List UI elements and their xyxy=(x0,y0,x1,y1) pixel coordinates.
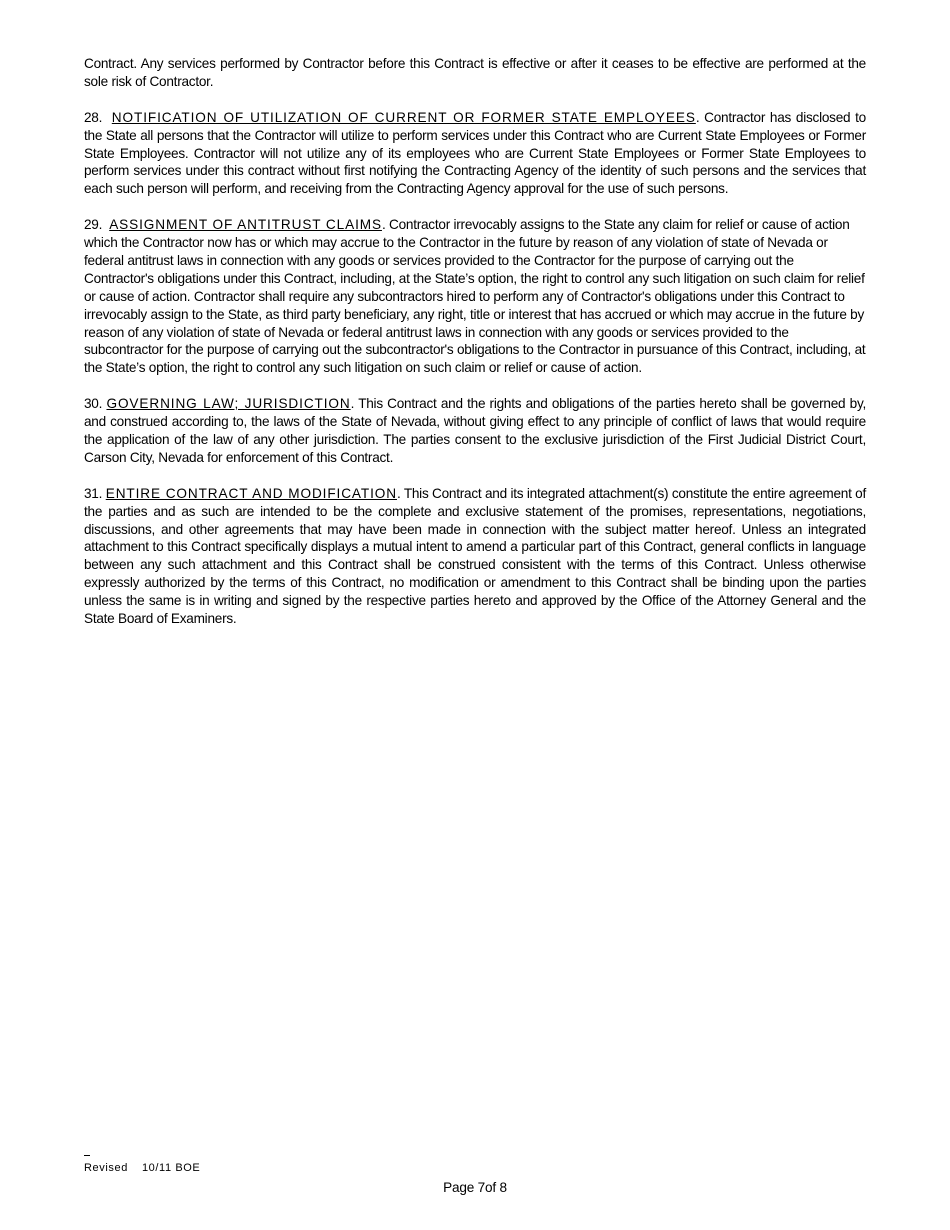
paragraph-30-number: 30. xyxy=(84,396,103,412)
footer-revised-label: Revised xyxy=(84,1162,128,1174)
paragraph-27-text: Contract. Any services performed by Contractor before this Contract is effective or after it ceases to be effective are performed at the sole risk of Contractor. xyxy=(84,56,866,89)
paragraph-30 xyxy=(84,395,866,467)
paragraph-30-body: . This Contract and the rights and obligations of the parties hereto shall be governed by, and construed according to, the laws of the State of Nevada, without giving effect to any principle of conflict of laws that would require the application of the law of any other jurisdiction. The parties consent to the exclusive jurisdiction of the First Judicial District Court, Carson City, Nevada for enforcement of this Contract. xyxy=(84,396,867,465)
footer-revised-date: 10/11 BOE xyxy=(141,1162,201,1174)
paragraph-31 xyxy=(84,485,866,628)
paragraph-31-number: 31. xyxy=(84,485,103,501)
paragraph-28 xyxy=(84,109,866,199)
paragraph-29-number: 29. xyxy=(84,217,103,233)
page-number: Page 7of 8 xyxy=(443,1180,507,1195)
footer-rule xyxy=(84,1155,90,1156)
paragraph-30-heading: GOVERNING LAW; JURISDICTION xyxy=(106,396,351,412)
paragraph-31-body: . This Contract and its integrated attachment(s) constitute the entire agreement of the parties and as such are intended to be the complete and exclusive statement of the promises, representations, negotiations, discussions, and other agreements that may have been made in connection with the subject matter hereof. Unless an integrated attachment to this Contract specifically displays a mutual intent to amend a particular part of this Contract, general conflicts in language between any such attachment and this Contract shall be construed consistent with the terms of this Contract. Unless otherwise expressly authorized by the terms of this Contract, no modification or amendment to this Contract shall be binding upon the parties unless the same is in writing and signed by the respective parties hereto and approved by the Office of the Attorney General and the State Board of Examiners. xyxy=(84,485,867,627)
paragraph-29-body: . Contractor irrevocably assigns to the State any claim for relief or cause of action which the Contractor now has or which may accrue to the Contractor in the future by reason of any violation of state of Nevada or federal antitrust laws in connection with any goods or services provided to the Contractor for the purpose of carrying out the Contractor's obligations under this Contract, including, at the State’s option, the right to control any such litigation on such claim for relief or cause of action. Contractor shall require any subcontractors hired to perform any of Contractor's obligations under this Contract to irrevocably assign to the State, as third party beneficiary, any right, title or interest that has accrued or which may accrue in the future by reason of any violation of state of Nevada or federal antitrust laws in connection with any goods or services provided to the subcontractor for the purpose of carrying out the subcontractor's obligations to the Contractor in pursuance of this Contract, including, at the State’s option, the right to control any such litigation on such claim or relief or cause of action. xyxy=(84,217,866,376)
paragraph-28-heading: NOTIFICATION OF UTILIZATION OF CURRENT OR FORMER STATE EMPLOYEES xyxy=(111,109,696,125)
paragraph-27-continuation xyxy=(84,55,866,91)
footer-revised xyxy=(84,1162,200,1174)
paragraph-31-heading: ENTIRE CONTRACT AND MODIFICATION xyxy=(105,485,397,501)
paragraph-29-heading: ASSIGNMENT OF ANTITRUST CLAIMS xyxy=(109,217,382,233)
document-body xyxy=(84,55,866,646)
paragraph-28-number: 28. xyxy=(84,109,103,125)
paragraph-29 xyxy=(84,216,866,377)
paragraph-28-body: . Contractor has disclosed to the State all persons that the Contractor will utilize to perform services under this Contract who are Current State Employees or Former State Employees. Contractor will not utilize any of its employees who are Current State Employees or Former State Employees to perform services under this contract without first notifying the Contracting Agency of the identity of such persons and the services that each such person will perform, and receiving from the Contracting Agency approval for the use of such persons. xyxy=(84,109,866,197)
